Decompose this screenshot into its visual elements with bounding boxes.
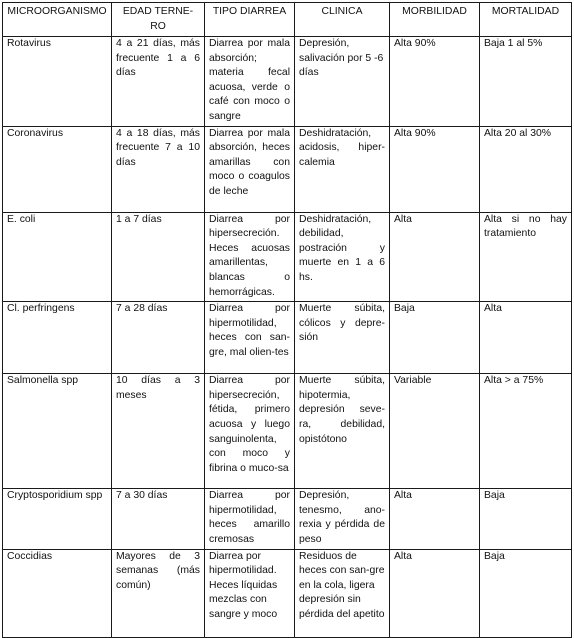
cell-mortalidad: Alta 20 al 30%: [480, 126, 572, 212]
cell-edad: Mayores de 3 semanas (más común): [112, 549, 205, 637]
cell-mortalidad: Baja 1 al 5%: [480, 37, 572, 127]
cell-morbilidad: Variable: [390, 374, 480, 489]
cell-morbilidad: Alta: [390, 212, 480, 302]
cell-edad: 4 a 21 días, más frecuente 1 a 6 días: [112, 37, 205, 127]
cell-clinica: Deshidratación, debilidad, postración y muerte en 1 a 6 hs.: [295, 212, 390, 302]
table-row: [3, 212, 572, 302]
header-mortalidad: MORTALIDAD: [480, 3, 572, 37]
cell-morbilidad: Alta: [390, 549, 480, 637]
cell-mortalidad: Alta > a 75%: [480, 374, 572, 489]
cell-tipo-diarrea: Diarrea por mala absorción, heces amarillas con moco o coagulos de leche: [205, 126, 295, 212]
cell-tipo-diarrea: Diarrea por hipersecreción. Heces acuosas amarillentas, blancas o hemorrágicas.: [205, 212, 295, 302]
cell-clinica: Depresión, tenesmo, ano-rexia y pérdida de peso: [295, 489, 390, 549]
cell-tipo-diarrea: Diarrea por hipermotilidad. Heces líquidas mezclas con sangre y moco: [205, 549, 295, 637]
cell-microorganismo: Cl. perfringens: [3, 302, 112, 374]
header-microorganismo: MICROORGANISMO: [3, 3, 112, 37]
cell-microorganismo: Coronavirus: [3, 126, 112, 212]
table-row: [3, 37, 572, 127]
cell-edad: 10 días a 3 meses: [112, 374, 205, 489]
header-clinica: CLINICA: [295, 3, 390, 37]
cell-mortalidad: Alta si no hay tratamiento: [480, 212, 572, 302]
table-row: [3, 302, 572, 374]
cell-morbilidad: Alta: [390, 489, 480, 549]
cell-mortalidad: Baja: [480, 549, 572, 637]
cell-tipo-diarrea: Diarrea por hipermotilidad, heces amarillo cremosas: [205, 489, 295, 549]
cell-clinica: Residuos de heces con san-gre en la cola, ligera depresión sin pérdida del apetito: [295, 549, 390, 637]
table-row: [3, 126, 572, 212]
cell-edad: 7 a 28 días: [112, 302, 205, 374]
cell-tipo-diarrea: Diarrea por mala absorción; materia fecal acuosa, verde o café con moco o sangre: [205, 37, 295, 127]
cell-tipo-diarrea: Diarrea por hipersecreción, fétida, primero acuosa y luego sanguinolenta, con moco y fibrina o muco-sa: [205, 374, 295, 489]
cell-microorganismo: Salmonella spp: [3, 374, 112, 489]
table-row: [3, 489, 572, 549]
cell-tipo-diarrea: Diarrea por hipermotilidad, heces con san-gre, mal olien-tes: [205, 302, 295, 374]
cell-morbilidad: Baja: [390, 302, 480, 374]
cell-mortalidad: Baja: [480, 489, 572, 549]
header-tipo-diarrea: TIPO DIARREA: [205, 3, 295, 37]
cell-clinica: Deshidratación, acidosis, hiper-calemia: [295, 126, 390, 212]
cell-edad: 4 a 18 días, más frecuente 7 a 10 días: [112, 126, 205, 212]
header-morbilidad: MORBILIDAD: [390, 3, 480, 37]
cell-clinica: Muerte súbita, cólicos y depre-sión: [295, 302, 390, 374]
cell-microorganismo: E. coli: [3, 212, 112, 302]
cell-morbilidad: Alta 90%: [390, 126, 480, 212]
cell-microorganismo: Rotavirus: [3, 37, 112, 127]
table-row: [3, 374, 572, 489]
cell-microorganismo: Coccidias: [3, 549, 112, 637]
header-edad: EDAD TERNE- RO: [112, 3, 205, 37]
cell-microorganismo: Cryptosporidium spp: [3, 489, 112, 549]
cell-edad: 1 a 7 días: [112, 212, 205, 302]
cell-edad: 7 a 30 días: [112, 489, 205, 549]
diarrhea-comparison-table: [2, 2, 572, 638]
cell-morbilidad: Alta 90%: [390, 37, 480, 127]
cell-clinica: Depresión, salivación por 5 -6 días: [295, 37, 390, 127]
cell-clinica: Muerte súbita, hipotermia, depresión seve-ra, debilidad, opistótono: [295, 374, 390, 489]
header-row: [3, 3, 572, 37]
table-row: [3, 549, 572, 637]
cell-mortalidad: Alta: [480, 302, 572, 374]
